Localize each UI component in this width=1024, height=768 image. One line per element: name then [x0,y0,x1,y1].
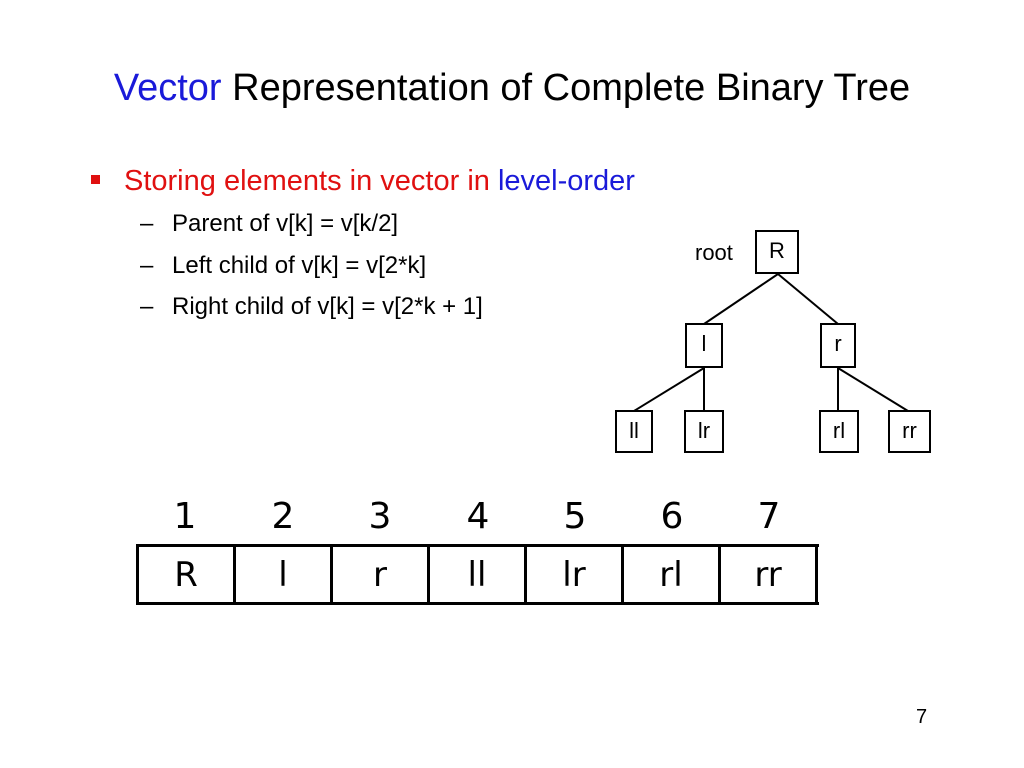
tree-node-R: R [755,230,799,274]
vector-index: 7 [757,496,781,537]
main-bullet-text: Storing elements in vector in [124,165,498,197]
tree-node-lr: lr [684,410,724,453]
vector-cell: l [236,547,333,602]
vector-index: 1 [173,496,197,537]
vector-array [136,544,819,605]
edge-r-rr [838,368,908,411]
vector-index: 6 [660,496,684,537]
vector-cell: rl [624,547,721,602]
tree-node-rr: rr [888,410,931,453]
vector-index: 5 [563,496,587,537]
tree-node-ll: ll [615,410,653,453]
sub-bullet-text: Left child of v[k] = v[2*k] [172,252,427,279]
vector-cell: R [139,547,236,602]
tree-node-r: r [820,323,856,368]
page-number: 7 [916,706,928,728]
title-rest: Representation of Complete Binary Tree [232,67,911,109]
root-label: root [695,240,733,265]
sub-bullet-text: Parent of v[k] = v[k/2] [172,210,399,237]
vector-cell: rr [721,547,818,602]
vector-index: 3 [368,496,392,537]
vector-index: 2 [271,496,295,537]
edge-R-l [704,274,778,324]
vector-cell: r [333,547,430,602]
main-bullet-highlight: level-order [497,165,635,197]
vector-cell: lr [527,547,624,602]
tree-node-rl: rl [819,410,859,453]
vector-index: 4 [466,496,490,537]
dash-icon: – [140,210,154,237]
dash-icon: – [140,252,154,279]
vector-cell: ll [430,547,527,602]
sub-bullet-text: Right child of v[k] = v[2*k + 1] [172,293,483,320]
tree-node-l: l [685,323,723,368]
title-accent: Vector [113,67,222,109]
dash-icon: – [140,293,154,320]
edge-l-ll [634,368,704,411]
edge-R-r [778,274,838,324]
